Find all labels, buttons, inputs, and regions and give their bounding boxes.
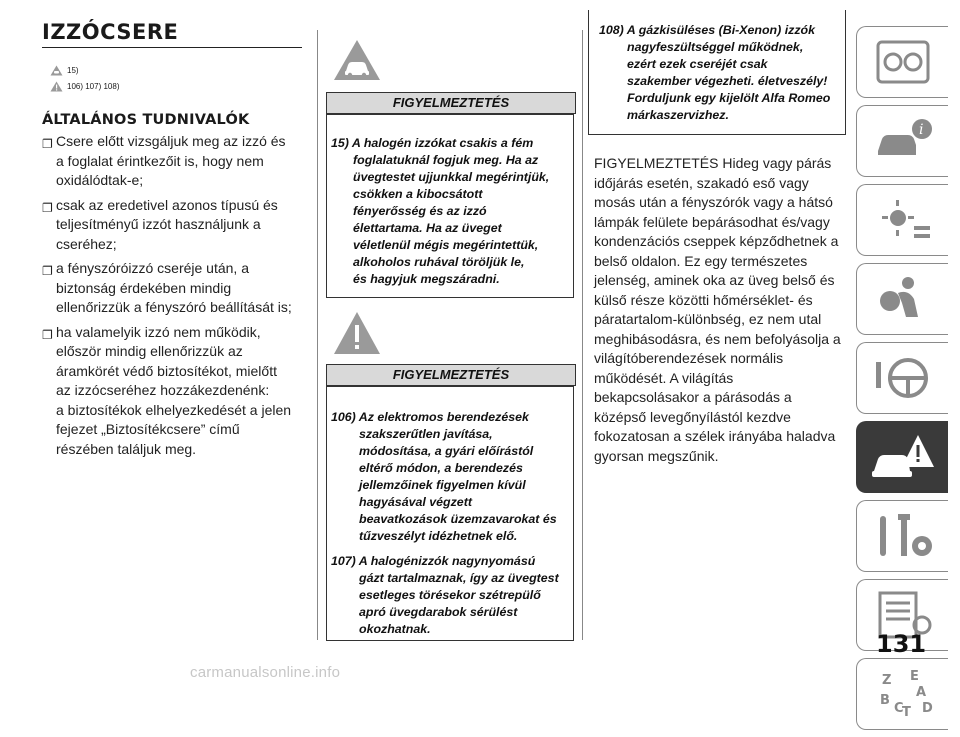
- general-info-line: cseréhez;: [56, 235, 117, 252]
- car-dashboard-icon: [868, 32, 938, 92]
- chapter-tab-emergency-car[interactable]: [856, 421, 948, 493]
- warning-lights-icon: [868, 190, 938, 250]
- steering-wheel-icon: [868, 348, 938, 408]
- warning-line: szakember végezheti. életveszély!: [627, 74, 828, 88]
- warning-line: élettartama. Ha az üveget: [353, 221, 502, 235]
- warning-line: Forduljunk egy kijelölt Alfa Romeo: [627, 91, 831, 105]
- warning-reference-1: [50, 62, 312, 78]
- warning-line: okozhatnak.: [359, 622, 431, 636]
- warning-line: beavatkozások üzemzavarokat és: [359, 512, 557, 526]
- warning-number: 108): [599, 23, 624, 37]
- general-info-line: a biztosítékok elhelyezkedését a jelen: [56, 401, 292, 418]
- warning-line: üvegtestet ujjunkkal megérintjük,: [353, 170, 550, 184]
- warning-box-2: [326, 386, 574, 641]
- checkbox-bullet-icon: ❐: [42, 137, 53, 151]
- car-warning-icon: [332, 38, 382, 82]
- general-info-line: a fényszóróizzó cseréje után, a: [56, 260, 249, 276]
- warning-line: véletlenül mégis megérintettük,: [353, 238, 539, 252]
- svg-text:B: B: [879, 693, 890, 708]
- column-divider-2: [582, 30, 583, 640]
- warning-line: eltérő módon, a berendezés: [359, 461, 523, 475]
- warning-line: fényerősség és az izzó: [353, 204, 487, 218]
- warning-line: alkoholos ruhával töröljük le,: [353, 255, 525, 269]
- note-line: működését. A világítás: [594, 369, 734, 386]
- warning-number: 106): [331, 410, 356, 424]
- column-divider-1: [317, 30, 318, 640]
- note-line: kondenzációs cseppek képződhetnek a: [594, 233, 839, 249]
- warning-item-106: [327, 409, 569, 545]
- chapter-tab-warning-lights[interactable]: [856, 184, 948, 256]
- warning-2-items: [327, 409, 573, 638]
- general-info-item: [42, 323, 312, 460]
- warning-line: foglalatuknál fogjuk meg. Ha az: [353, 153, 539, 167]
- warning-line: csökken a kibocsátott: [353, 187, 483, 201]
- warning-line: Az elektromos berendezések: [358, 410, 529, 424]
- warning-line: A halogén izzókat csakis a fém: [351, 136, 534, 150]
- note-line: középső levegőnyílástól kezdve: [594, 408, 791, 425]
- watermark: carmanualsonline.info: [190, 664, 341, 681]
- note-line: világítóberendezések normális: [594, 350, 784, 366]
- warning-line: hagyásával végzett: [359, 495, 472, 509]
- svg-text:Z: Z: [881, 673, 891, 688]
- warning-line: módosítása, a gyári előírástól: [359, 444, 534, 458]
- general-info-heading: ÁLTALÁNOS TUDNIVALÓK: [42, 112, 250, 128]
- general-info-line: oxidálódtak-e;: [56, 172, 144, 188]
- warning-line: A gázkisüléses (Bi-Xenon) izzók: [626, 23, 815, 37]
- general-info-list: [42, 132, 312, 459]
- warning-line: tűzveszélyt idézhetnek elő.: [359, 529, 518, 543]
- warning-number: 15): [331, 136, 349, 150]
- condensation-note: [594, 154, 850, 466]
- note-line: lámpák felülete bepárásodhat és/vagy: [594, 213, 830, 230]
- exclamation-warning-icon: [332, 310, 382, 356]
- note-line: bekapcsolásakor a párásodás a: [594, 389, 792, 405]
- svg-text:D: D: [921, 701, 933, 716]
- warning-item-107: [327, 553, 569, 638]
- maintenance-tools-icon: [868, 506, 938, 566]
- note-line: meghibásodásra, és nem befolyásolja a: [594, 330, 841, 347]
- general-info-line: fejezet „Biztosítékcsere” című: [56, 421, 240, 437]
- general-info-line: először mindig ellenőrizzük az: [56, 343, 243, 359]
- chapter-tab-airbag-passenger[interactable]: [856, 263, 948, 335]
- warning-number: 107): [331, 554, 356, 568]
- warning-reference-2: [50, 78, 312, 94]
- emergency-car-icon: [868, 427, 938, 487]
- warning-line: esetleges törésekor szétrepülő: [359, 588, 541, 602]
- checkbox-bullet-icon: ❐: [42, 200, 53, 215]
- general-info-line: ha valamelyik izzó nem működik,: [56, 323, 261, 340]
- warning-item-108: [595, 22, 841, 124]
- warning-reference-1-text: 15): [67, 65, 79, 75]
- warning-item-15: [327, 135, 569, 288]
- note-line: fokozatosan a szélek irányába haladva: [594, 428, 836, 444]
- page-number: 131: [876, 630, 927, 658]
- car-info-icon: [868, 111, 938, 171]
- note-line: időjárás esetén, szakadó eső vagy: [594, 174, 809, 191]
- exclamation-warning-mini-icon: [50, 81, 63, 92]
- note-line: jelenség, aminek oka az üveg belső és: [594, 272, 835, 288]
- general-info-item: [42, 259, 312, 318]
- general-info-line: biztonság érdekében mindig: [56, 279, 232, 296]
- general-info-line: Csere előtt vizsgáljuk meg az izzó és: [56, 133, 286, 149]
- warning-banner-1: FIGYELMEZTETÉS: [326, 92, 576, 114]
- general-info-line: az izzócseréhez hozzákezdenénk:: [56, 382, 270, 398]
- warning-box-3: [588, 10, 846, 135]
- chapter-tab-car-dashboard[interactable]: [856, 26, 948, 98]
- svg-text:E: E: [909, 669, 919, 684]
- warning-line: nagyfeszültséggel működnek,: [627, 40, 804, 54]
- note-line: gyorsan megszűnik.: [594, 447, 719, 464]
- general-info-line: áramkörét védő biztosítékot, mielőtt: [56, 362, 277, 379]
- chapter-tab-car-info[interactable]: [856, 105, 948, 177]
- svg-text:A: A: [915, 685, 926, 700]
- general-info-item: [42, 132, 312, 191]
- general-info-line: csak az eredetivel azonos típusú és: [56, 196, 278, 213]
- warning-line: apró üvegdarabok sérülést: [359, 605, 518, 619]
- left-column: [30, 14, 312, 464]
- general-info-item: [42, 196, 312, 255]
- checkbox-bullet-icon: ❐: [42, 264, 53, 278]
- general-info-line: teljesítményű izzót használjunk a: [56, 216, 261, 232]
- note-line: páratartalom-különbség, ez nem utal: [594, 311, 822, 327]
- chapter-tab-alphabetical-index[interactable]: [856, 658, 948, 730]
- note-line: mosás után a fényszórók vagy a hátsó: [594, 194, 833, 210]
- warning-line: jellemzőinek figyelmen kívül: [359, 478, 526, 492]
- warning-reference-2-text: 106) 107) 108): [67, 81, 120, 91]
- warning-line: szakszerűtlen javítása,: [359, 427, 493, 441]
- car-warning-mini-icon: [50, 65, 63, 76]
- warning-line: és hagyjuk megszáradni.: [353, 272, 500, 286]
- general-info-line: ellenőrizzük a fényszóró beállítását is;: [56, 299, 292, 315]
- warning-line: márkaszervizhez.: [627, 108, 729, 122]
- warning-line: gázt tartalmaznak, így az üvegtest: [359, 571, 559, 585]
- warning-box-1: [326, 114, 574, 298]
- note-line: FIGYELMEZTETÉS Hideg vagy párás: [594, 155, 832, 171]
- section-title: IZZÓCSERE: [42, 20, 179, 44]
- svg-text:C: C: [893, 701, 904, 716]
- note-line: külső része közötti hőmérséklet- és: [594, 291, 813, 308]
- general-info-line: a foglalat érintkezőit is, hogy nem: [56, 152, 264, 169]
- airbag-passenger-icon: [868, 269, 938, 329]
- warning-line: A halogénizzók nagynyomású: [358, 554, 536, 568]
- chapter-tab-maintenance-tools[interactable]: [856, 500, 948, 572]
- alphabetical-index-icon: [868, 664, 938, 724]
- warning-banner-2: FIGYELMEZTETÉS: [326, 364, 576, 386]
- checkbox-bullet-icon: ❐: [42, 327, 53, 342]
- warning-line: ezért ezek cseréjét csak: [627, 57, 768, 71]
- note-line: belső oldalon. Ez egy természetes: [594, 252, 808, 269]
- general-info-line: részében találjuk meg.: [56, 440, 197, 457]
- chapter-tab-steering-wheel[interactable]: [856, 342, 948, 414]
- title-divider: [42, 47, 302, 48]
- svg-text:i: i: [918, 122, 923, 138]
- svg-text:T: T: [901, 705, 911, 720]
